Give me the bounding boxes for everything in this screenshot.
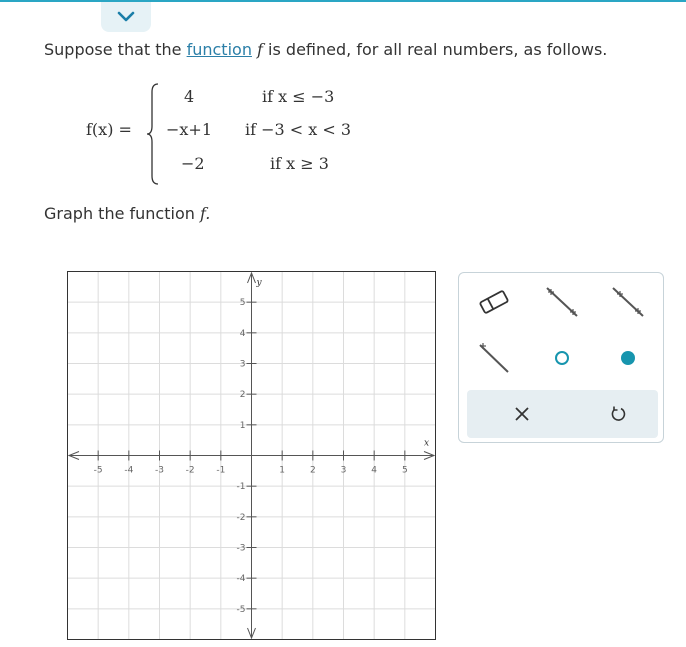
closed-point-icon [618, 348, 638, 368]
eraser-tool[interactable] [473, 285, 515, 319]
graphing-area[interactable] [67, 271, 436, 640]
x-tick-label: 4 [371, 465, 378, 476]
x-tick-label: -1 [216, 465, 226, 476]
x-tick-label: 5 [401, 465, 408, 476]
graph-instruction-text: Graph the function [44, 204, 200, 223]
line-icon [608, 285, 648, 319]
chevron-down-icon [117, 11, 135, 23]
y-tick-label: 3 [239, 359, 246, 370]
ray-icon [474, 341, 514, 375]
x-tick-label: -4 [124, 465, 134, 476]
clear-x-icon [514, 406, 530, 422]
y-tick-label: -5 [236, 604, 246, 615]
piece-2-condition: if −3 < x < 3 [245, 120, 352, 139]
function-symbol: f [257, 40, 263, 59]
y-tick-label: -3 [236, 543, 246, 554]
undo-button[interactable] [598, 397, 638, 431]
piece-1-expression: 4 [184, 87, 195, 106]
undo-icon [609, 405, 627, 423]
x-tick-label: -5 [93, 465, 103, 476]
x-axis-label: x [424, 438, 430, 449]
y-tick-label: -1 [236, 482, 246, 493]
segment-icon [542, 285, 582, 319]
y-tick-label: 5 [239, 298, 246, 309]
ray-tool[interactable] [473, 341, 515, 375]
piecewise-definition [86, 82, 386, 186]
y-tick-label: 4 [239, 328, 246, 339]
toolbox-actions [467, 390, 658, 438]
problem-prompt [44, 40, 607, 59]
left-brace [146, 82, 160, 186]
prompt-intro: Suppose that the [44, 40, 187, 59]
collapse-toggle-button[interactable] [101, 2, 151, 32]
y-axis-label: y [256, 278, 262, 288]
function-lhs: f(x) = [86, 120, 132, 139]
eraser-icon [477, 290, 511, 314]
open-point-icon [552, 348, 572, 368]
graph-instruction [44, 204, 210, 223]
y-tick-label: 2 [239, 390, 246, 401]
x-tick-label: 1 [279, 465, 286, 476]
graph-instruction-f: f. [199, 204, 211, 223]
x-tick-label: 3 [340, 465, 347, 476]
graph-toolbox [458, 272, 664, 443]
piece-2-expression: −x+1 [166, 120, 213, 139]
open-point-tool[interactable] [541, 341, 583, 375]
segment-tool[interactable] [541, 285, 583, 319]
x-tick-label: -3 [155, 465, 164, 476]
closed-point-tool[interactable] [607, 341, 649, 375]
line-tool[interactable] [607, 285, 649, 319]
y-tick-label: -4 [236, 574, 246, 585]
piece-1-condition: if x ≤ −3 [262, 87, 335, 106]
y-tick-label: -2 [236, 512, 246, 523]
piece-3-condition: if x ≥ 3 [270, 154, 329, 173]
x-tick-label: 2 [309, 465, 316, 476]
prompt-rest: is defined, for all real numbers, as follows. [262, 40, 608, 59]
function-definition-link[interactable]: function [186, 40, 252, 59]
y-tick-label: 1 [239, 420, 246, 431]
clear-button[interactable] [502, 397, 542, 431]
x-tick-label: -2 [185, 465, 195, 476]
piece-3-expression: −2 [181, 154, 205, 173]
